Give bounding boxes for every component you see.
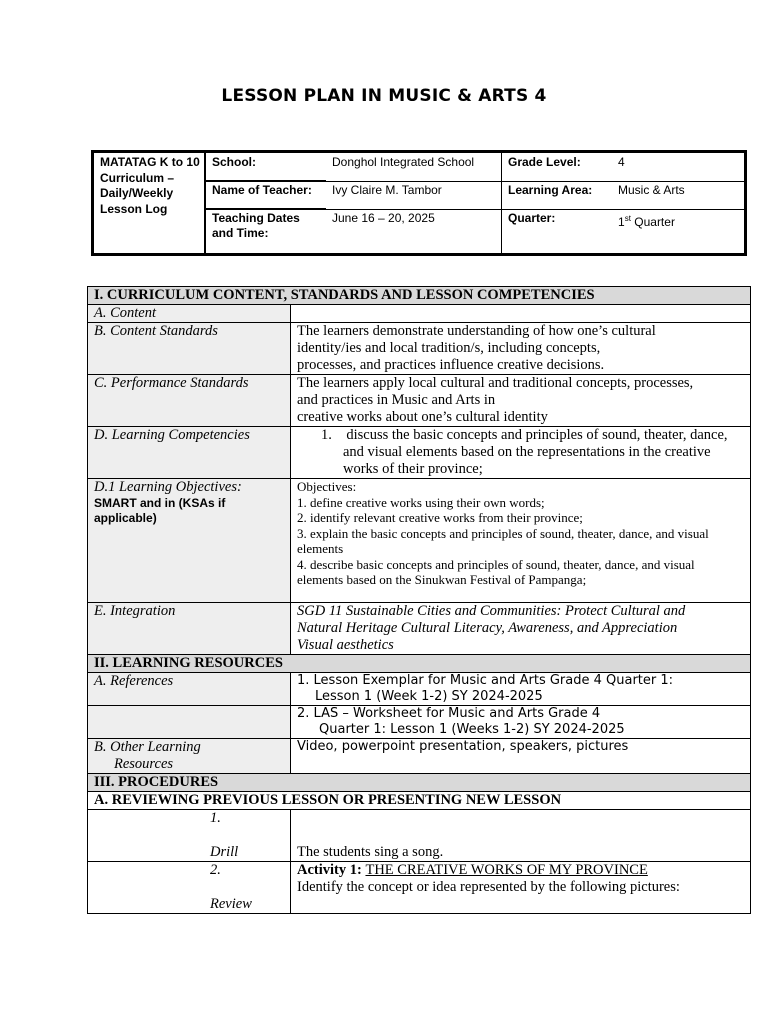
integration-label: E. Integration (88, 603, 291, 655)
school-value: Donghol Integrated School (326, 153, 502, 181)
row-learning-objectives (88, 479, 751, 603)
row-drill (88, 810, 751, 862)
quarter-value: 1st Quarter (618, 214, 675, 229)
content-standards-value: The learners demonstrate understanding of how one’s cultural identity/ies and local tradition/s, including concepts, processes, and practices influence creative decisions. (291, 323, 751, 375)
row-references-1 (88, 673, 751, 706)
section-heading-procedures: III. PROCEDURES (88, 774, 751, 792)
subheading-reviewing: A. REVIEWING PREVIOUS LESSON OR PRESENTING NEW LESSON (88, 792, 751, 810)
reference-item-2: 2. LAS – Worksheet for Music and Arts Grade 4 Quarter 1: Lesson 1 (Weeks 1-2) SY 2024-2025 (291, 706, 751, 739)
activity-title: THE CREATIVE WORKS OF MY PROVINCE (365, 862, 648, 878)
content-value (291, 305, 751, 323)
review-value (291, 862, 751, 914)
activity-instruction: Identify the concept or idea represented by the following pictures: (297, 879, 680, 895)
row-learning-competencies (88, 427, 751, 479)
review-label: 2. Review (88, 862, 291, 914)
activity-heading: Activity 1: THE CREATIVE WORKS OF MY PROVINCE (297, 862, 648, 878)
school-label: School: (206, 153, 326, 181)
area-label: Learning Area: (508, 183, 593, 197)
dates-value: June 16 – 20, 2025 (326, 209, 502, 253)
objective-item: 1. define creative works using their own words; (297, 494, 545, 510)
grade-value: 4 (618, 155, 625, 169)
integration-value: SGD 11 Sustainable Cities and Communities: Protect Cultural and Natural Heritage Cultural Literacy, Awareness, and Appreciation Visual aesthetics (291, 603, 751, 655)
page-title: LESSON PLAN IN MUSIC & ARTS 4 (221, 86, 547, 106)
section-heading-curriculum: I. CURRICULUM CONTENT, STANDARDS AND LESSON COMPETENCIES (88, 287, 751, 305)
row-content (88, 305, 751, 323)
objective-item: 2. identify relevant creative works from their province; (297, 510, 583, 525)
row-references-2 (88, 706, 751, 739)
header-row-dates (206, 209, 744, 253)
performance-standards-value: The learners apply local cultural and traditional concepts, processes, and practices in Music and Arts in creative works about one’s cultural identity (291, 375, 751, 427)
header-row-school (206, 153, 744, 182)
row-performance-standards (88, 375, 751, 427)
other-resources-value: Video, powerpoint presentation, speakers, pictures (291, 739, 751, 774)
row-content-standards (88, 323, 751, 375)
row-integration (88, 603, 751, 655)
drill-label: 1. Drill (88, 810, 291, 862)
content-standards-label: B. Content Standards (88, 323, 291, 375)
teacher-value: Ivy Claire M. Tambor (326, 181, 502, 209)
learning-objectives-label: D.1 Learning Objectives: SMART and in (KSAs if applicable) (88, 479, 291, 603)
grade-label: Grade Level: (508, 155, 581, 169)
other-resources-label: B. Other Learning Resources (88, 739, 291, 774)
row-review (88, 862, 751, 914)
quarter-label: Quarter: (508, 211, 556, 225)
dates-label: Teaching Dates and Time: (212, 211, 300, 240)
teacher-label: Name of Teacher: (206, 181, 326, 209)
learning-objectives-value: Objectives: 1. define creative works using their own words; 2. identify relevant creative works from their province; 3. explain the basic concepts and principles of sound, theater, dance, and visual elements 4. describe basic concepts and principles of sound, theater, dance, and visual elements based on the Sinukwan Festival of Pampanga; (291, 479, 751, 603)
performance-standards-label: C. Performance Standards (88, 375, 291, 427)
competency-item: 1. discuss the basic concepts and principles of sound, theater, dance, and visual elements based on the representations in the creative works of their province; (321, 427, 728, 477)
header-row-teacher (206, 181, 744, 210)
content-label: A. Content (88, 305, 291, 323)
learning-competencies-label: D. Learning Competencies (88, 427, 291, 479)
section-heading-resources: II. LEARNING RESOURCES (88, 655, 751, 673)
learning-competencies-value (291, 427, 751, 479)
area-value: Music & Arts (618, 183, 685, 197)
objectives-sublabel: SMART and in (KSAs if applicable) (94, 496, 226, 525)
reference-item-1: 1. Lesson Exemplar for Music and Arts Grade 4 Quarter 1: Lesson 1 (Week 1-2) SY 2024-2025 (291, 673, 751, 706)
lesson-plan-table (87, 286, 751, 914)
references-label: A. References (88, 673, 291, 706)
drill-value: The students sing a song. (291, 810, 751, 862)
objective-item: 4. describe basic concepts and principles of sound, theater, dance, and visual elements based on the Sinukwan Festival of Pampanga; (297, 556, 695, 587)
objective-item: 3. explain the basic concepts and principles of sound, theater, dance, and visual elements (297, 525, 709, 556)
curriculum-log-label: MATATAG K to 10 Curriculum – Daily/Weekly Lesson Log (94, 153, 206, 253)
lesson-log-header-table (91, 150, 747, 256)
row-other-resources (88, 739, 751, 774)
